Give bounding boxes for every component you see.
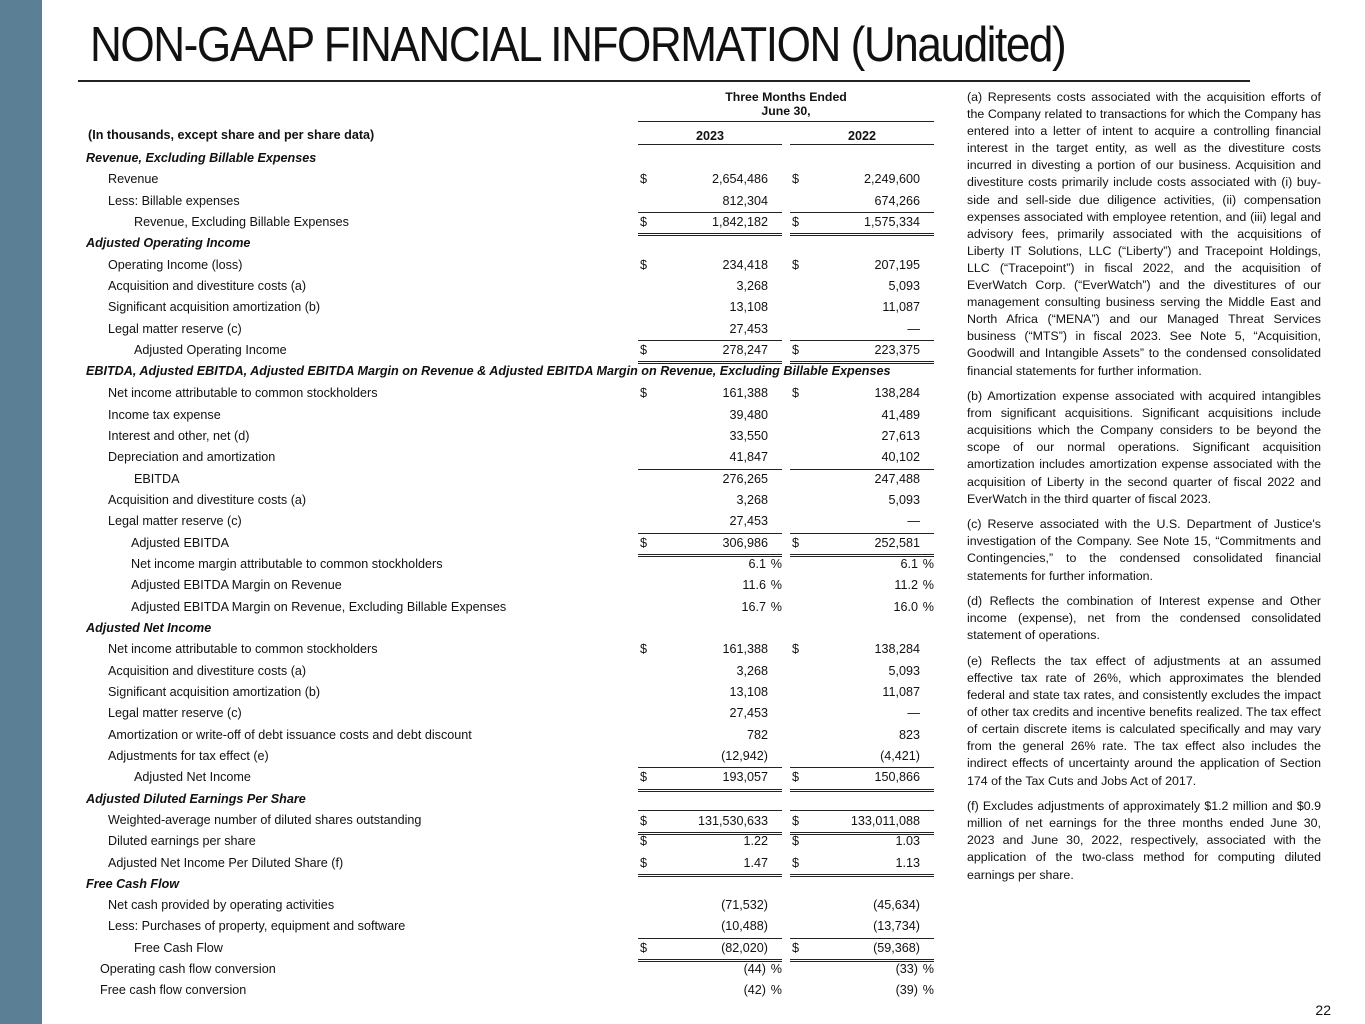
value: 16.0 — [893, 599, 918, 614]
value-cell-2022 — [790, 980, 934, 1001]
row-label: Amortization or write-off of debt issuance costs and debt discount — [108, 727, 472, 742]
percent-sign: % — [922, 578, 934, 593]
currency-symbol: $ — [792, 172, 800, 187]
value: 16.7 — [741, 599, 766, 614]
row-label: Acquisition and divestiture costs (a) — [108, 278, 307, 293]
value-cell-2022 — [790, 276, 934, 297]
value-cell-2022 — [790, 746, 934, 768]
value: 13,108 — [729, 300, 768, 315]
table-row — [86, 916, 938, 937]
section-header — [86, 233, 938, 254]
currency-symbol: $ — [792, 386, 800, 401]
value: 6.1 — [900, 556, 918, 571]
value: — — [907, 321, 920, 336]
value-cell-2023 — [638, 319, 782, 341]
value: 276,265 — [722, 471, 768, 486]
footnote: (c) Reserve associated with the U.S. Department of Justice's investigation of the Company. See Note 15, “Commitments and Contingencies,” to the condensed consolidated financial statements for further information. — [967, 517, 1321, 583]
table-row — [86, 405, 938, 426]
year-header-2023: 2023 — [638, 128, 782, 145]
value: 1.03 — [895, 834, 920, 849]
row-label: Legal matter reserve (c) — [108, 321, 242, 336]
value-cell-2022 — [790, 511, 934, 533]
row-label: Operating cash flow conversion — [100, 962, 276, 977]
value-cell-2023 — [638, 191, 782, 213]
period-header — [638, 90, 934, 118]
value-cell-2023 — [638, 511, 782, 533]
row-label: Legal matter reserve (c) — [108, 706, 242, 721]
table-row — [86, 469, 938, 490]
table-row — [86, 490, 938, 511]
value: (4,421) — [880, 748, 920, 763]
row-label: Weighted-average number of diluted shares outstanding — [108, 812, 422, 827]
value: 27,453 — [729, 706, 768, 721]
value: 247,488 — [874, 471, 920, 486]
value-cell-2023 — [638, 916, 782, 938]
title-divider — [78, 80, 1250, 82]
value: 1.22 — [743, 834, 768, 849]
value-cell-2023 — [638, 426, 782, 447]
footnote: (a) Represents costs associated with the acquisition efforts of the Company related to transactions for which the Company has entered into a letter of intent to acquire a controlling financial interest in the target entity, as well as the divestiture costs incurred in divesting a portion of our business. Acquisition and divestiture costs primarily include costs associated with (i) buy-side and sell-side due diligence activities, (ii) compensation expenses associated with employee retention, and (iii) legal and advisory fees, primarily associated with the acquisitions of Liberty IT Solutions, LLC (“Liberty”) and Tracepoint Holdings, LLC (“Tracepoint”) in fiscal 2022, and the acquisition of EverWatch Corp. (“EverWatch”) and the divestitures of our management consulting business serving the Middle East and North Africa (“MENA”) and our Managed Threat Services business (“MTS”) in fiscal 2023. See Note 5, “Acquisition, Goodwill and Intangible Assets” to the condensed consolidated financial statements for further information. — [967, 90, 1321, 378]
value: — — [907, 514, 920, 529]
value: (82,020) — [721, 940, 768, 955]
value: 3,268 — [736, 278, 768, 293]
currency-symbol: $ — [792, 257, 800, 272]
currency-symbol: $ — [792, 855, 800, 870]
table-row — [86, 191, 938, 212]
value: 1.47 — [743, 855, 768, 870]
value-cell-2023 — [638, 895, 782, 916]
value-cell-2022 — [790, 297, 934, 318]
table-row — [86, 725, 938, 746]
currency-symbol: $ — [792, 770, 800, 785]
table-row — [86, 533, 938, 554]
value: (13,734) — [873, 919, 920, 934]
row-label: Less: Purchases of property, equipment and software — [108, 919, 406, 934]
currency-symbol: $ — [640, 172, 648, 187]
value-cell-2022 — [790, 405, 934, 426]
value-cell-2022 — [790, 191, 934, 213]
value-cell-2023 — [638, 703, 782, 724]
section-title: Revenue, Excluding Billable Expenses — [86, 151, 317, 165]
section-header — [86, 874, 938, 895]
period-header-line1: Three Months Ended — [725, 90, 847, 104]
period-divider — [638, 121, 934, 122]
value-cell-2023 — [638, 469, 782, 490]
value-cell-2023 — [638, 682, 782, 703]
section-header — [86, 361, 938, 383]
value: 5,093 — [888, 663, 920, 678]
table-body — [86, 148, 938, 1002]
value-cell-2022 — [790, 831, 934, 852]
currency-symbol: $ — [640, 257, 648, 272]
currency-symbol: $ — [640, 813, 648, 828]
table-row — [86, 340, 938, 361]
value-cell-2023 — [638, 297, 782, 318]
value-cell-2022 — [790, 169, 934, 190]
value: (33) — [895, 962, 918, 977]
row-label: EBITDA — [134, 471, 180, 486]
value: 812,304 — [722, 193, 768, 208]
value: (42) — [743, 983, 766, 998]
value-cell-2023 — [638, 661, 782, 682]
row-label: Acquisition and divestiture costs (a) — [108, 492, 307, 507]
currency-symbol: $ — [640, 855, 648, 870]
value: 138,284 — [874, 386, 920, 401]
percent-sign: % — [770, 599, 782, 614]
percent-sign: % — [770, 556, 782, 571]
currency-symbol: $ — [792, 535, 800, 550]
value-cell-2022 — [790, 682, 934, 703]
value-cell-2023 — [638, 490, 782, 511]
table-row — [86, 276, 938, 297]
table-row — [86, 554, 938, 575]
currency-symbol: $ — [640, 535, 648, 550]
table-row — [86, 169, 938, 190]
value: (71,532) — [721, 898, 768, 913]
value-cell-2022 — [790, 661, 934, 682]
table-row — [86, 831, 938, 852]
table-row — [86, 639, 938, 660]
value-cell-2022 — [790, 703, 934, 724]
percent-sign: % — [770, 962, 782, 977]
row-label: Adjusted EBITDA Margin on Revenue — [131, 578, 342, 593]
currency-symbol: $ — [792, 813, 800, 828]
table-row — [86, 255, 938, 276]
value-cell-2022 — [790, 597, 934, 618]
table-row — [86, 767, 938, 788]
value: 131,530,633 — [697, 813, 768, 828]
value: (45,634) — [873, 898, 920, 913]
value-cell-2022 — [790, 447, 934, 469]
unit-label: (In thousands, except share and per share data) — [88, 128, 375, 142]
period-header-line2: June 30, — [761, 104, 811, 118]
value: 11.6 — [742, 578, 766, 593]
value-cell-2023 — [638, 597, 782, 618]
table-row — [86, 746, 938, 767]
value: 234,418 — [722, 257, 768, 272]
value: 161,388 — [722, 642, 768, 657]
section-header — [86, 148, 938, 169]
value: 11,087 — [882, 684, 920, 699]
row-label: Diluted earnings per share — [108, 834, 256, 849]
table-row — [86, 319, 938, 340]
value-cell-2023 — [638, 725, 782, 746]
percent-sign: % — [922, 599, 934, 614]
table-row — [86, 511, 938, 532]
value-cell-2022 — [790, 554, 934, 575]
row-label: Adjusted EBITDA — [131, 535, 229, 550]
value: 1,842,182 — [711, 214, 768, 229]
row-label: Net income attributable to common stockholders — [108, 386, 378, 401]
value: 6.1 — [748, 556, 766, 571]
value-cell-2022 — [790, 895, 934, 916]
value-cell-2022 — [790, 426, 934, 447]
currency-symbol: $ — [640, 342, 648, 357]
row-label: Legal matter reserve (c) — [108, 514, 242, 529]
footnote: (f) Excludes adjustments of approximately $1.2 million and $0.9 million of net earnings for the three months ended June 30, 2023 and June 30, 2022, respectively, associated with the application of the two-class method for computing diluted earnings per share. — [967, 799, 1321, 882]
value-cell-2023 — [638, 639, 782, 660]
value-cell-2022 — [790, 639, 934, 660]
value: 193,057 — [722, 770, 768, 785]
percent-sign: % — [922, 556, 934, 571]
currency-symbol: $ — [640, 642, 648, 657]
currency-symbol: $ — [792, 642, 800, 657]
row-label: Income tax expense — [108, 407, 221, 422]
currency-symbol: $ — [640, 940, 648, 955]
row-label: Significant acquisition amortization (b) — [108, 300, 321, 315]
value-cell-2023 — [638, 575, 782, 596]
value-cell-2023 — [638, 746, 782, 768]
value: (44) — [743, 962, 766, 977]
value-cell-2022 — [790, 916, 934, 938]
table-row — [86, 810, 938, 831]
table-row — [86, 682, 938, 703]
percent-sign: % — [770, 983, 782, 998]
value-cell-2023 — [638, 831, 782, 852]
value: 41,489 — [881, 407, 920, 422]
value: — — [907, 706, 920, 721]
value: 207,195 — [874, 257, 920, 272]
percent-sign: % — [922, 962, 934, 977]
page-title: NON-GAAP FINANCIAL INFORMATION (Unaudited) — [90, 18, 1066, 72]
row-label: Free Cash Flow — [134, 940, 223, 955]
footnotes — [967, 89, 1321, 892]
value: 223,375 — [874, 342, 920, 357]
currency-symbol: $ — [792, 940, 800, 955]
row-label: Operating Income (loss) — [108, 257, 243, 272]
value: 40,102 — [881, 450, 920, 465]
value: 5,093 — [888, 278, 920, 293]
value: 1.13 — [895, 855, 920, 870]
value: 3,268 — [736, 663, 768, 678]
value: 3,268 — [736, 492, 768, 507]
table-row — [86, 895, 938, 916]
value-cell-2023 — [638, 255, 782, 276]
value: 39,480 — [729, 407, 768, 422]
value-cell-2023 — [638, 169, 782, 190]
table-row — [86, 661, 938, 682]
value-cell-2023 — [638, 554, 782, 575]
section-header — [86, 618, 938, 639]
financial-table — [86, 88, 938, 1002]
row-label: Revenue — [108, 172, 159, 187]
value: 674,266 — [874, 193, 920, 208]
value: 782 — [746, 727, 768, 742]
section-header — [86, 789, 938, 810]
table-row — [86, 297, 938, 318]
table-header — [86, 88, 938, 148]
value: 5,093 — [888, 492, 920, 507]
table-row — [86, 959, 938, 980]
row-label: Net income attributable to common stockholders — [108, 642, 378, 657]
value: 13,108 — [729, 684, 768, 699]
value-cell-2023 — [638, 980, 782, 1001]
currency-symbol: $ — [792, 214, 800, 229]
value-cell-2023 — [638, 959, 782, 980]
row-label: Net cash provided by operating activities — [108, 898, 335, 913]
table-row — [86, 980, 938, 1001]
row-label: Net income margin attributable to common stockholders — [131, 556, 443, 571]
table-row — [86, 703, 938, 724]
value-cell-2022 — [790, 725, 934, 746]
row-label: Less: Billable expenses — [108, 193, 240, 208]
value: 2,249,600 — [863, 172, 920, 187]
page-number: 22 — [1315, 1002, 1331, 1018]
value: (10,488) — [721, 919, 768, 934]
row-label: Revenue, Excluding Billable Expenses — [134, 214, 349, 229]
row-label: Significant acquisition amortization (b) — [108, 684, 321, 699]
value-cell-2022 — [790, 575, 934, 596]
currency-symbol: $ — [792, 342, 800, 357]
value-cell-2023 — [638, 383, 782, 404]
row-label: Adjusted Net Income Per Diluted Share (f) — [108, 855, 344, 870]
table-row — [86, 938, 938, 959]
section-title: Free Cash Flow — [86, 876, 180, 891]
value-cell-2022 — [790, 319, 934, 341]
value-cell-2022 — [790, 490, 934, 511]
section-title: Adjusted Diluted Earnings Per Share — [86, 791, 306, 806]
value: 252,581 — [874, 535, 920, 550]
value: 1,575,334 — [863, 214, 920, 229]
value: 306,986 — [722, 535, 768, 550]
row-label: Depreciation and amortization — [108, 450, 276, 465]
value: (12,942) — [721, 748, 768, 763]
value: 11,087 — [882, 300, 920, 315]
table-row — [86, 853, 938, 874]
value: 27,613 — [881, 428, 920, 443]
value: (59,368) — [873, 940, 920, 955]
currency-symbol: $ — [640, 770, 648, 785]
value: 161,388 — [722, 386, 768, 401]
value-cell-2022 — [790, 959, 934, 980]
value: 823 — [898, 727, 920, 742]
year-header-2022: 2022 — [790, 128, 934, 145]
value-cell-2022 — [790, 383, 934, 404]
table-row — [86, 383, 938, 404]
value: 27,453 — [729, 321, 768, 336]
value: 150,866 — [874, 770, 920, 785]
currency-symbol: $ — [792, 834, 800, 849]
row-label: Free cash flow conversion — [100, 983, 247, 998]
row-label: Adjustments for tax effect (e) — [108, 748, 269, 763]
value-cell-2023 — [638, 447, 782, 469]
table-row — [86, 575, 938, 596]
value: 11.2 — [894, 578, 918, 593]
table-row — [86, 212, 938, 233]
footnote: (e) Reflects the tax effect of adjustments at an assumed effective tax rate of 26%, which approximates the blended federal and state tax rates, and consistently excludes the impact of other tax credits and incentive benefits realized. The tax effect of certain discrete items is calculated specifically and may vary from the general 26% rate. The tax effect also includes the indirect effects of uncertainty around the application of Section 174 of the Tax Cuts and Jobs Act of 2017. — [967, 653, 1321, 788]
percent-sign: % — [922, 983, 934, 998]
footnote: (b) Amortization expense associated with acquired intangibles from significant acquisitions. Significant acquisitions include acquisitions which the Company considers to be beyond the scope of our normal operations. Significant acquisition amortization includes amortization expense associated with the acquisition of Liberty in the second quarter of fiscal 2022 and EverWatch in the third quarter of fiscal 2023. — [967, 389, 1321, 506]
section-title: EBITDA, Adjusted EBITDA, Adjusted EBITDA Margin on Revenue & Adjusted EBITDA Margin on Revenue, Excluding Billable Expenses — [86, 364, 891, 379]
value: 41,847 — [729, 450, 768, 465]
table-row — [86, 597, 938, 618]
value: 138,284 — [874, 642, 920, 657]
row-label: Adjusted Net Income — [134, 770, 251, 785]
value-cell-2022 — [790, 255, 934, 276]
value-cell-2022 — [790, 469, 934, 490]
row-label: Adjusted EBITDA Margin on Revenue, Excluding Billable Expenses — [131, 599, 507, 614]
left-accent-bar — [0, 0, 42, 1024]
section-title: Adjusted Net Income — [86, 620, 212, 635]
row-label: Adjusted Operating Income — [134, 342, 287, 357]
currency-symbol: $ — [640, 834, 648, 849]
section-title: Adjusted Operating Income — [86, 236, 251, 251]
value-cell-2023 — [638, 405, 782, 426]
value: 27,453 — [729, 514, 768, 529]
row-label: Interest and other, net (d) — [108, 428, 250, 443]
value: 2,654,486 — [711, 172, 768, 187]
value: (39) — [895, 983, 918, 998]
value: 133,011,088 — [850, 813, 920, 828]
value-cell-2023 — [638, 276, 782, 297]
value: 33,550 — [729, 428, 768, 443]
value: 278,247 — [722, 342, 768, 357]
currency-symbol: $ — [640, 386, 648, 401]
table-row — [86, 426, 938, 447]
percent-sign: % — [770, 578, 782, 593]
footnote: (d) Reflects the combination of Interest expense and Other income (expense), net from the condensed consolidated statement of operations. — [967, 594, 1321, 643]
table-row — [86, 447, 938, 468]
currency-symbol: $ — [640, 214, 648, 229]
row-label: Acquisition and divestiture costs (a) — [108, 663, 307, 678]
